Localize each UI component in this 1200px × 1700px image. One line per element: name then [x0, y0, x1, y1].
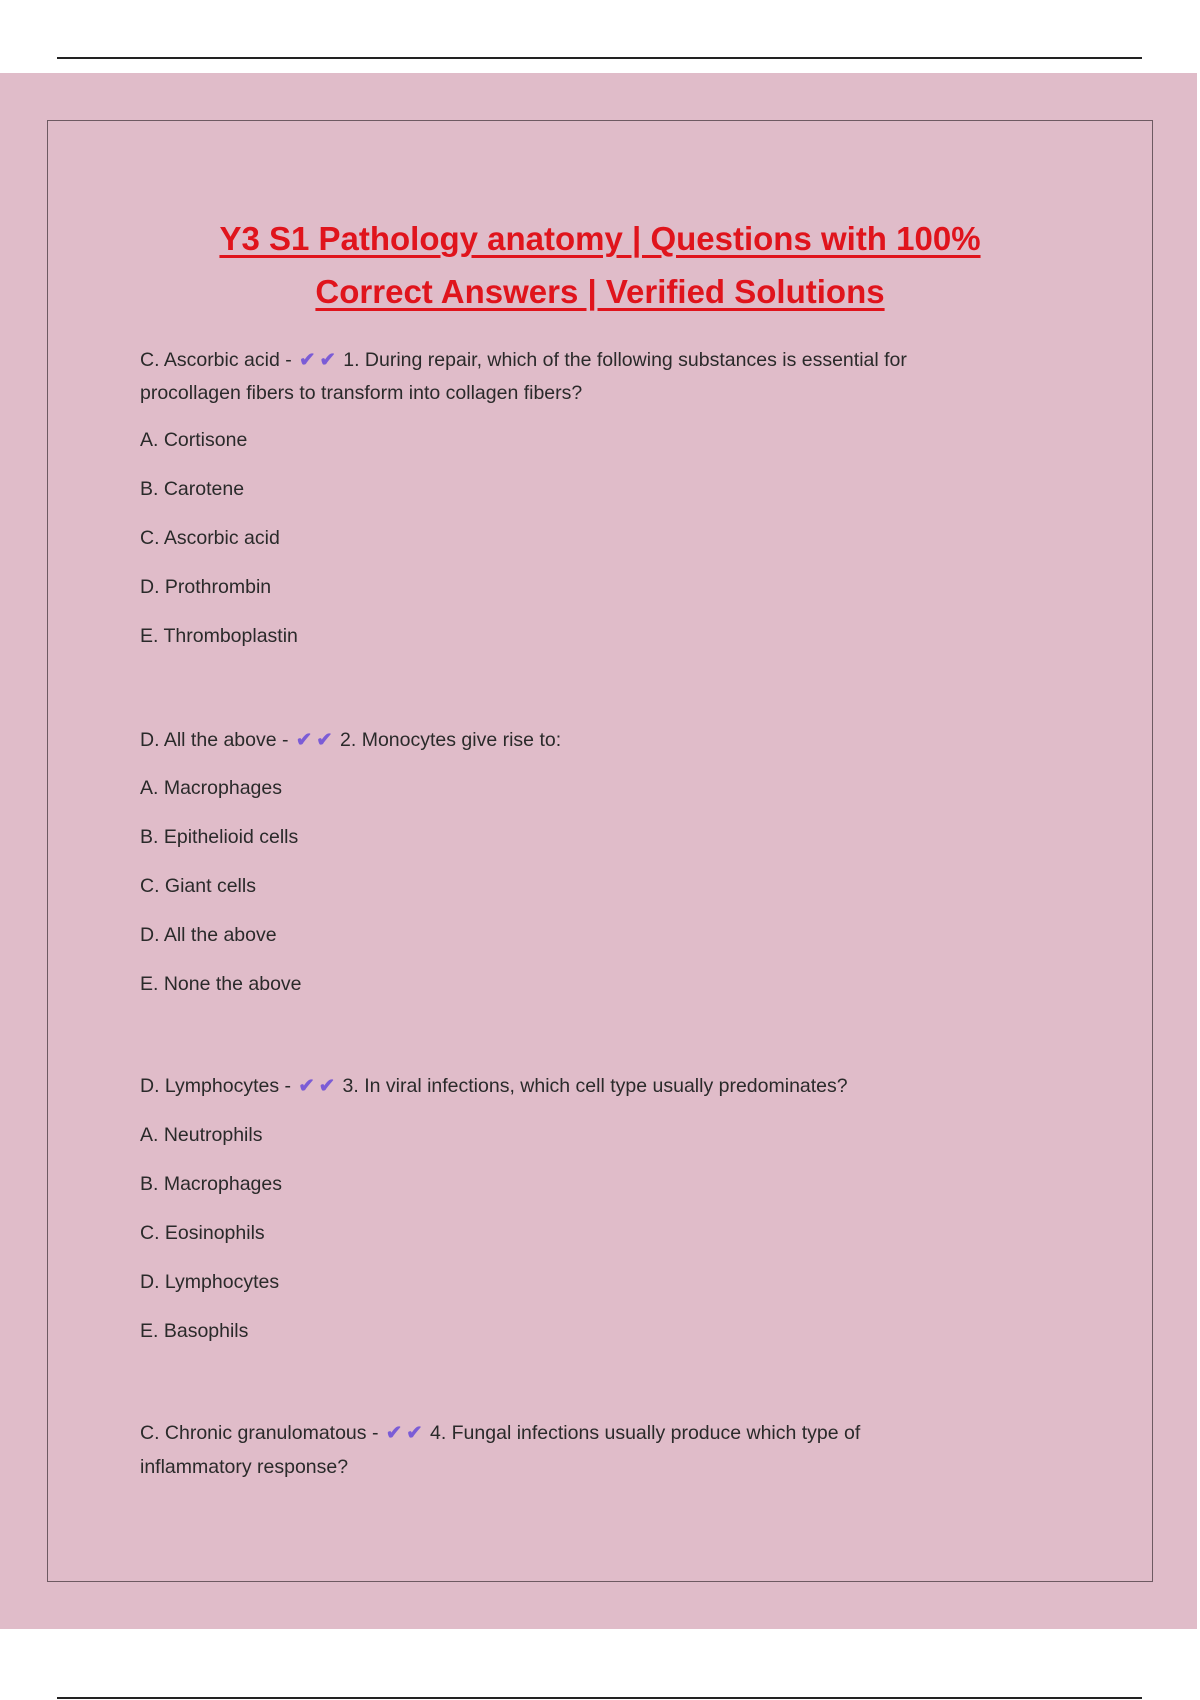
option: A. Cortisone — [140, 429, 248, 451]
footer-rule — [57, 1697, 1142, 1699]
option: A. Macrophages — [140, 777, 282, 799]
check-icon: ✔ — [319, 349, 336, 371]
option: E. Basophils — [140, 1320, 249, 1342]
option: B. Epithelioid cells — [140, 826, 299, 848]
check-icon: ✔ — [406, 1422, 423, 1444]
check-icon: ✔ — [316, 729, 333, 751]
check-icon: ✔ — [318, 1075, 336, 1097]
check-icon: ✔ — [298, 1075, 315, 1097]
option: D. All the above — [140, 924, 277, 946]
option: A. Neutrophils — [140, 1124, 263, 1146]
option: E. Thromboplastin — [140, 625, 298, 647]
option: B. Carotene — [140, 478, 245, 500]
header-rule — [57, 57, 1142, 59]
question-text: 2. Monocytes give rise to: — [340, 729, 562, 751]
answer: D. All the above - — [140, 729, 289, 751]
option: C. Giant cells — [140, 875, 256, 897]
check-icon: ✔ — [295, 729, 313, 751]
question-text: 1. During repair, which of the following substances is essential for — [343, 349, 907, 371]
option: E. None the above — [140, 973, 302, 995]
answer: C. Ascorbic acid - — [140, 349, 292, 371]
question-4-cont: inflammatory response? — [140, 1456, 349, 1478]
document-title-line2: Correct Answers | Verified Solutions — [315, 273, 885, 310]
question-text: 3. In viral infections, which cell type usually predominates? — [342, 1075, 848, 1097]
check-icon: ✔ — [299, 349, 316, 371]
question-text: 4. Fungal infections usually produce which type of — [429, 1422, 861, 1444]
option: C. Eosinophils — [140, 1222, 265, 1244]
option: B. Macrophages — [140, 1173, 282, 1195]
question-1-cont: procollagen fibers to transform into collagen fibers? — [140, 382, 583, 404]
document-title-line1: Y3 S1 Pathology anatomy | Questions with 100% — [219, 220, 981, 257]
content-frame — [47, 120, 1153, 1582]
question-1 — [140, 348, 907, 372]
question-4 — [140, 1421, 860, 1445]
question-3 — [140, 1074, 848, 1098]
answer: D. Lymphocytes - — [140, 1075, 291, 1097]
option: D. Lymphocytes — [140, 1271, 280, 1293]
question-2 — [140, 728, 561, 752]
answer: C. Chronic granulomatous - — [140, 1422, 379, 1444]
check-icon: ✔ — [385, 1422, 403, 1444]
option: D. Prothrombin — [140, 576, 272, 598]
option: C. Ascorbic acid — [140, 527, 280, 549]
